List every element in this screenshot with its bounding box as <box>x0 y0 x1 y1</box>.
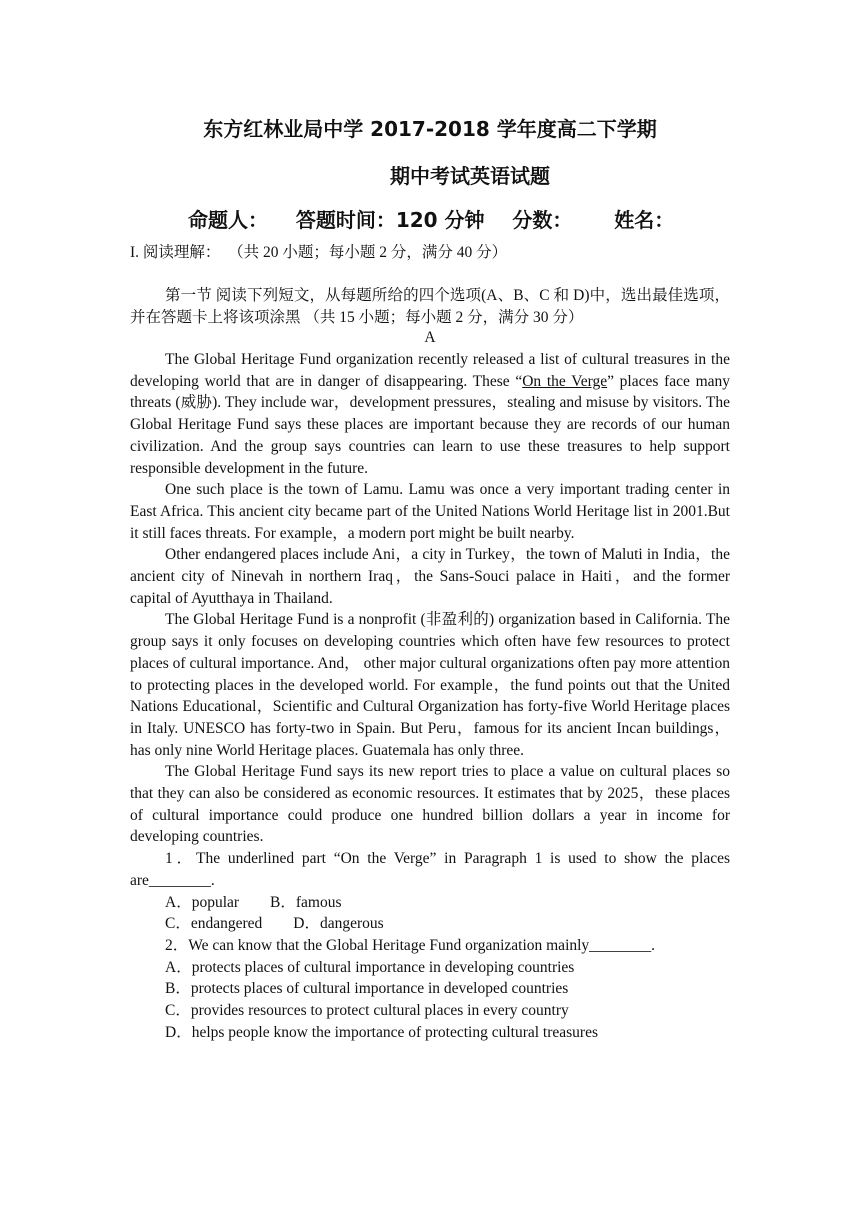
question-1-options-row-1: A．popular B．famous <box>165 893 342 911</box>
question-2-option-a: A．protects places of cultural importance in developing countries <box>165 958 575 976</box>
exam-title-subject: 期中考试英语试题 <box>390 164 550 188</box>
section-instructions: 第一节 阅读下列短文，从每题所给的四个选项(A、B、C 和 D)中，选出最佳选项，并在答题卡上将该项涂黑 （共 15 小题；每小题 2 分，满分 30 分） <box>130 287 730 326</box>
passage-label: A <box>424 329 436 346</box>
paragraph-1-start: The Global Heritage Fund organization recently released a list of cultural treasures in the developing world that are in danger of disappearing. These “ <box>130 351 730 390</box>
paragraph-4: The Global Heritage Fund is a nonprofit (非盈利的) organization based in California. The group says it only focuses on developing countries which often have few resources to protect places of cultural importance. And， other major cultural organizations often pay more attention to protecting places in the developed world. For example，the fund points out that the United Nations Educational，Scientific and Cultural Organization has forty-five World Heritage places in Italy. UNESCO has forty-two in Spain. But Peru，famous for its ancient Incan buildings，has only nine World Heritage places. Guatemala has only three. <box>130 611 730 759</box>
question-1-options-row-2: C．endangered D．dangerous <box>165 915 384 933</box>
question-1-stem: 1．The underlined part “On the Verge” in Paragraph 1 is used to show the places are________. <box>130 850 730 889</box>
section-heading: I. 阅读理解： （共 20 小题；每小题 2 分，满分 40 分） <box>130 244 508 261</box>
paragraph-5: The Global Heritage Fund says its new report tries to place a value on cultural places so that they can also be considered as economic resources. It estimates that by 2025，these places of cultural importance could produce one hundred billion dollars a year in income for developing countries. <box>130 763 730 846</box>
paragraph-1-end: ” places face many threats (威胁). They include war，development pressures，stealing and misuse by visitors. The Global Heritage Fund says these places are important because they are records of our human civilization. And the group says countries can learn to use these treasures to help support responsible development in the future. <box>130 372 731 477</box>
paragraph-3: Other endangered places include Ani，a city in Turkey，the town of Maluti in India，the ancient city of Ninevah in northern Iraq，the Sans-Souci palace in Haiti，and the former capital of Ayutthaya in Thailand. <box>130 546 730 607</box>
underlined-phrase: On the Verge <box>522 372 608 390</box>
question-2-stem: 2．We can know that the Global Heritage Fund organization mainly________. <box>165 936 656 954</box>
passage-body <box>130 349 730 1044</box>
exam-info-line: 命题人： 答题时间：120 分钟 分数： 姓名： <box>188 208 675 232</box>
paragraph-1 <box>130 349 730 479</box>
paragraph-2: One such place is the town of Lamu. Lamu was once a very important trading center in East Africa. This ancient city became part of the United Nations World Heritage list in 2001.But it still faces threats. For example，a modern port might be built nearby. <box>130 481 730 542</box>
question-2-option-b: B．protects places of cultural importance in developed countries <box>165 980 569 998</box>
question-2-option-c: C．provides resources to protect cultural places in every country <box>165 1002 569 1020</box>
question-2-option-d: D．helps people know the importance of protecting cultural treasures <box>165 1023 599 1041</box>
exam-title-school: 东方红林业局中学 2017-2018 学年度高二下学期 <box>203 117 657 141</box>
